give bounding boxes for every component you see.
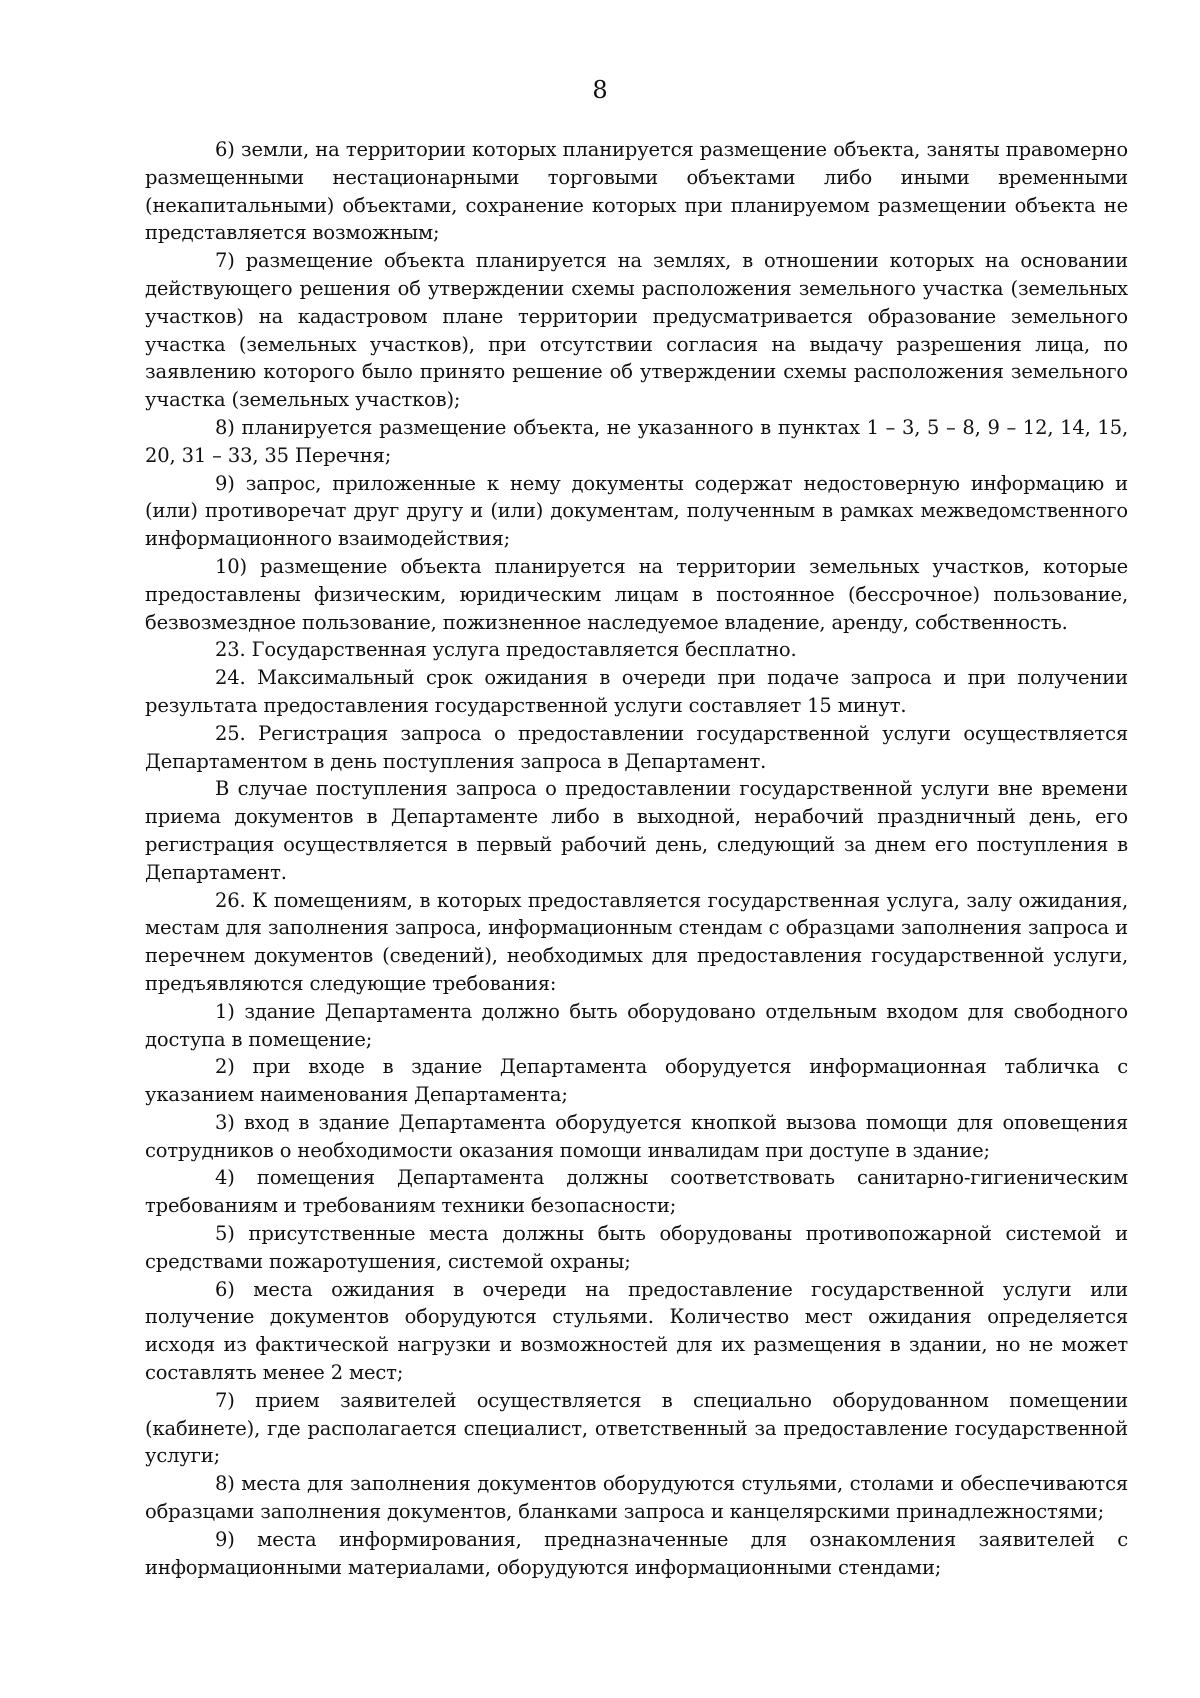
- paragraph-req-3-help-button: 3) вход в здание Департамента оборудуется кнопкой вызова помощи для оповещения сотрудников о необходимости оказания помощи инвалидам при доступе в здание;: [145, 1110, 1128, 1162]
- paragraph-clause-26-premises-requirements: 26. К помещениям, в которых предоставляется государственная услуга, залу ожидания, местам для заполнения запроса, информационным стендам с образцами заполнения запроса и перечнем документов (сведений), необходимых для предоставления государственной услуги, предъявляются следующие требования:: [145, 888, 1128, 995]
- paragraph-clause-25-off-hours: В случае поступления запроса о предоставлении государственной услуги вне времени приема документов в Департаменте либо в выходной, нерабочий праздничный день, его регистрация осуществляется в первый рабочий день, следующий за днем его поступления в Департамент.: [145, 777, 1128, 884]
- paragraph-item-6-land-occupied: 6) земли, на территории которых планируется размещение объекта, заняты правомерно размещенными нестационарными торговыми объектами либо иными временными (некапитальными) объектами, сохранение которых при планируемом размещении объекта не представляется возможным;: [145, 138, 1128, 245]
- paragraph-req-7-reception-room: 7) прием заявителей осуществляется в специально оборудованном помещении (кабинете), где располагается специалист, ответственный за предоставление государственной услуги;: [145, 1388, 1128, 1468]
- paragraph-req-2-info-sign: 2) при входе в здание Департамента оборудуется информационная табличка с указанием наименования Департамента;: [145, 1055, 1128, 1107]
- paragraph-req-8-filling-places: 8) места для заполнения документов оборудуются стульями, столами и обеспечиваются образцами заполнения документов, бланками запроса и канцелярскими принадлежностями;: [145, 1472, 1128, 1524]
- paragraph-item-10-provided-plots: 10) размещение объекта планируется на территории земельных участков, которые предоставлены физическим, юридическим лицам в постоянное (бессрочное) пользование, безвозмездное пользование, пожизненное наследуемое владение, аренду, собственность.: [145, 554, 1128, 634]
- paragraph-clause-23-free-service: 23. Государственная услуга предоставляется бесплатно.: [215, 638, 797, 662]
- paragraph-clause-25-registration: 25. Регистрация запроса о предоставлении государственной услуги осуществляется Департаментом в день поступления запроса в Департамент.: [145, 721, 1128, 773]
- paragraph-item-7-land-scheme: 7) размещение объекта планируется на землях, в отношении которых на основании действующего решения об утверждении схемы расположения земельного участка (земельных участков) на кадастровом плане территории предусматривается образование земельного участка (земельных участков), при отсутствии согласия на выдачу разрешения лица, по заявлению которого было принято решение об утверждении схемы расположения земельного участка (земельных участков);: [145, 249, 1128, 412]
- document-body: [145, 136, 1128, 1581]
- paragraph-clause-24-waiting-time: 24. Максимальный срок ожидания в очереди при подаче запроса и при получении результата предоставления государственной услуги составляет 15 минут.: [145, 666, 1128, 717]
- paragraph-req-9-info-stands: 9) места информирования, предназначенные для ознакомления заявителей с информационными материалами, оборудуются информационными стендами;: [145, 1527, 1128, 1579]
- paragraph-req-4-sanitary: 4) помещения Департамента должны соответствовать санитарно-гигиеническим требованиям и требованиям техники безопасности;: [145, 1166, 1128, 1218]
- paragraph-req-5-fire-safety: 5) присутственные места должны быть оборудованы противопожарной системой и средствами пожаротушения, системой охраны;: [145, 1222, 1128, 1273]
- paragraph-item-9-unreliable-info: 9) запрос, приложенные к нему документы содержат недостоверную информацию и (или) противоречат друг другу и (или) документам, полученным в рамках межведомственного информационного взаимодействия;: [145, 471, 1128, 551]
- paragraph-req-1-separate-entrance: 1) здание Департамента должно быть оборудовано отдельным входом для свободного доступа в помещение;: [145, 999, 1128, 1051]
- page-number: 8: [592, 76, 608, 104]
- paragraph-req-6-waiting-places: 6) места ожидания в очереди на предоставление государственной услуги или получение документов оборудуются стульями. Количество мест ожидания определяется исходя из фактической нагрузки и возможностей для их размещения в здании, но не может составлять менее 2 мест;: [145, 1277, 1128, 1385]
- paragraph-item-8-object-not-listed: 8) планируется размещение объекта, не указанного в пунктах 1 – 3, 5 – 8, 9 – 12, 14, 15, 20, 31 – 33, 35 Перечня;: [145, 415, 1128, 467]
